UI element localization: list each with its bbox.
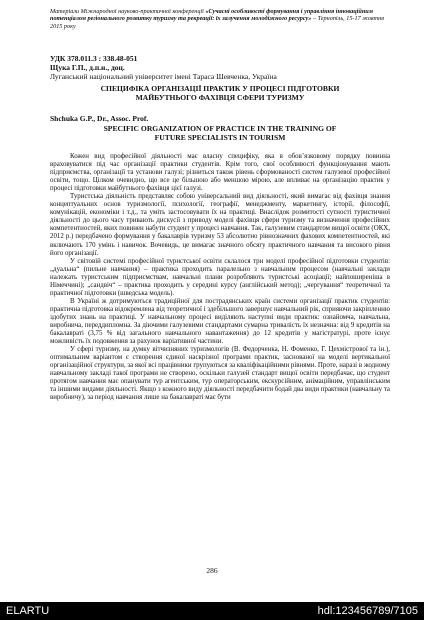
article-body [50, 153, 390, 402]
conference-header [50, 8, 390, 30]
paragraph: В Україні ж дотримуються традиційної для пострадянських країн системи організації практик студентів: практична підготовка відокремлена від теоретичної і здебільшого завершує навчальний рік, сприяючи закріпленню здобутих знань на практиці. У навчальному процесі виділяють наступні види практик: ознайомча, навчальна, виробнича, переддипломна. За діючими галузевими стандартами сумарна тривалість їх незначна: від 9 кредитів на бакалавраті (3,75 % від загального навчального навантаження) до 12 кредитів у магістратурі, проте існує можливість їх подовження за рахунок варіативної частини. [50, 297, 390, 346]
udc-code: УДК 378.011.3 : 338.48-051 [50, 54, 138, 63]
repository-footer [0, 602, 424, 620]
title-uk-line: МАЙБУТНЬОГО ФАХІВЦЯ СФЕРИ ТУРИЗМУ [135, 93, 305, 103]
title-en-line: SPECIFIC ORGANIZATION OF PRACTICE IN THE TRAINING OF [103, 124, 337, 133]
title-en-line: FUTURE SPECIALISTS IN TOURISM [154, 133, 286, 143]
title-english [50, 124, 390, 142]
paragraph: У сфері туризму, на думку вітчизняних туризмологів (В. Федорченка, Н. Фоменко, Г. Цехмістрової та ін.), оптимальним варіантом є створення єдиної наскрізної програми практик, заснованої на моделі вертикальної організаційної структури, за якої всі працівники групуються за кваліфікаційними рівнями. Проте, наразі в жодному навчальному закладі такої програми не створено, оскільки галузей стандарт вищої освіти передбачає, що студент протягом навчання має опанувати тур агентським, тур операторським, екскурсійним, анімаційним, управлінським та іншими видами діяльності. Якщо з кожного виду діяльності передбачити бодай два види практики (навчальну та виробничу), за період навчання лише на бакалавраті має бути [50, 346, 390, 402]
title-ukrainian [50, 84, 390, 102]
paragraph: Туристська діяльність представляє собою універсальний вид діяльності, який вимагає від фахівця знання концептуальних основ туризмології, психології, географії, менеджменту, маркетингу, історії, філософії, комунікацій, економіки і т.д., та уміть застосовувати їх на практиці. Внаслідок розмитості сутності туристичної діяльності до цього часу тривають дискусії з приводу моделі фахівця сфери туризму та визначення професійних компетентностей, яких повинен набути студент у процесі навчання. Так, галузевим стандартом вищої освіти (ОКХ, 2012 р.) передбачено формування у бакалаврів туризму 53 абсолютно рівнозначних фахових компетентностей, які включають 170 умінь і навичок. Вочевидь, це вимагає значного обсягу практичного навчання та високого рівня його організації. [50, 193, 390, 257]
page-number: 286 [206, 566, 218, 575]
paragraph: Кожен вид професійної діяльності має власну специфіку, яка в обов’язковому порядку повинна враховуватися під час організації практики студентів. Крім того, свої особливості функціонування мають підприємства, організації та установи галузі; різниться також рівень сформованості систем галузевої професійної освіти, тощо. Цілком очевидно, що все це більшою або меншою мірою, але впливає на організацію практик у процесі підготовки майбутнього фахівця цієї галузі. [50, 153, 390, 193]
title-uk-line: СПЕЦИФІКА ОРГАНІЗАЦІЇ ПРАКТИК У ПРОЦЕСІ ПІДГОТОВКИ [100, 84, 340, 93]
repository-name: ELARTU [6, 605, 50, 617]
header-place-date: – Тернопіль, 15-17 жовтня 2015 року [50, 15, 385, 30]
author-en: Shchuka G.P., Dr., Assoc. Prof. [50, 114, 149, 123]
affiliation: Луганський національний університет імені Тараса Шевченка, Україна [50, 72, 277, 81]
paragraph: У світовій системі професійної туристської освіти склалося три моделі професійної підготовки студентів: „дуальна“ (пильне навчання) – практика проходить паралельно з навчальним процесом (навчальні заклади належать туристським підприємствам, навчальні плани розробляють туристські асоціації; найпоширеніша в Німеччині); „сандвіч“ – практика проходить у середині курсу (англійський метод); „чергування“ теоретичної та практичної підготовки (шведська модель). [50, 257, 390, 297]
handle-id: hdl:123456789/7105 [317, 605, 418, 617]
author-uk: Щука Г.П., д.п.н., доц. [50, 63, 125, 72]
header-prefix: Матеріали Міжнародної науково-практичної конференції [50, 8, 204, 15]
header-title: «Сучасні особливості формування і управління [205, 8, 335, 15]
header-title-cont: інноваційним потенціалом регіонального розвитку туризму та рекреації: їх залучення молодіжного ресурсу» [50, 8, 373, 23]
